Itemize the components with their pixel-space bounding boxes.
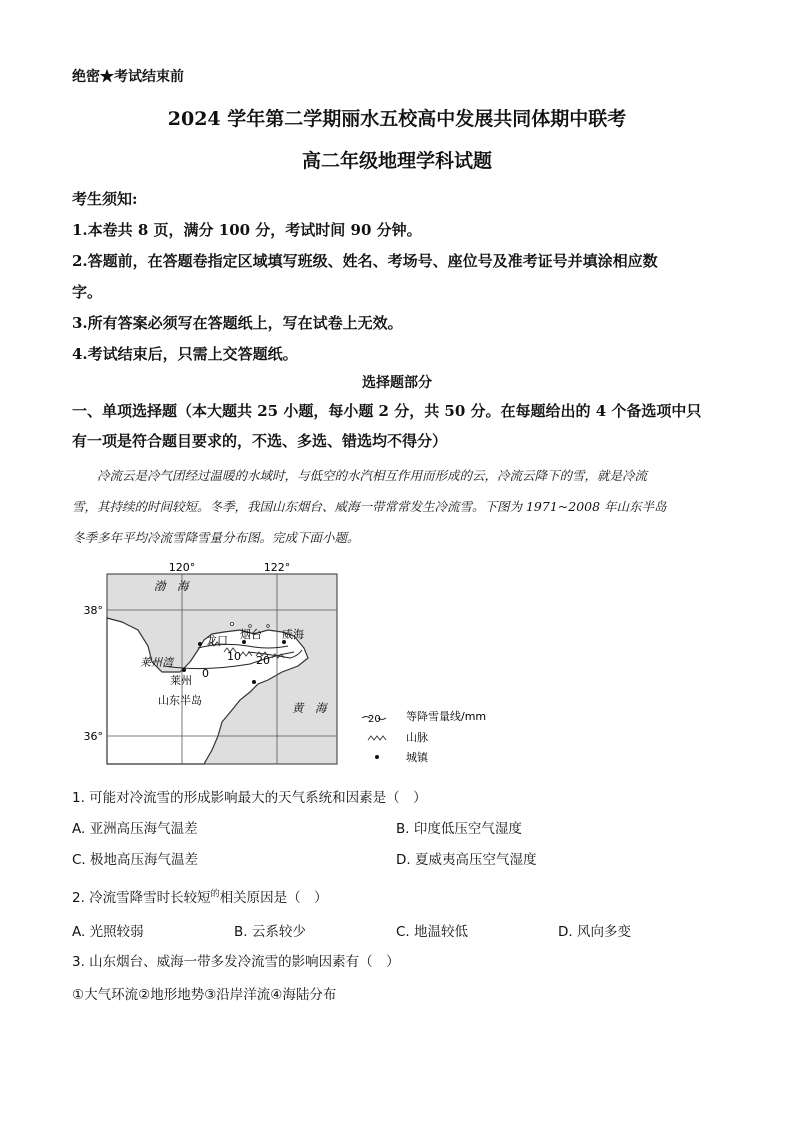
city-label-weihai: 威海	[282, 628, 304, 641]
bay-label-laizhou: 莱州湾	[140, 656, 173, 669]
peninsula-label: 山东半岛	[158, 694, 202, 707]
exam-title: 2024 学年第二学期丽水五校高中发展共同体期中联考	[167, 108, 627, 130]
map-legend	[362, 709, 486, 764]
town-marker	[252, 680, 256, 684]
legend-isoline-value: 20	[368, 714, 381, 725]
city-label-yantai: 烟台	[240, 628, 262, 641]
legend-mountain-label: 山脉	[406, 731, 428, 744]
city-longkou-marker	[198, 642, 202, 646]
section-title: 选择题部分	[362, 375, 432, 391]
island	[267, 625, 270, 628]
island	[249, 625, 252, 628]
candidate-notes	[72, 184, 722, 370]
legend-town-icon	[375, 755, 379, 759]
city-laizhou-marker	[182, 668, 186, 672]
sea-label-bohai: 渤 海	[154, 579, 189, 593]
lat-label-38: 38°	[83, 604, 103, 617]
question-1-option-b: B. 印度低压空气湿度	[396, 821, 522, 837]
city-label-longkou: 龙口	[206, 634, 228, 647]
notes-item: 2.答题前，在答题卷指定区域填写班级、姓名、考场号、座位号及准考证号并填涂相应数	[72, 252, 658, 270]
notes-item: 4.考试结束后，只需上交答题纸。	[72, 345, 298, 363]
reading-passage	[72, 460, 722, 553]
notes-item: 字。	[72, 283, 103, 301]
exam-subtitle: 高二年级地理学科试题	[301, 150, 492, 172]
lat-label-36: 36°	[83, 730, 103, 743]
lon-label-120: 120°	[168, 561, 196, 574]
lon-label-122: 122°	[263, 561, 291, 574]
question-1-option-d: D. 夏威夷高压空气湿度	[396, 852, 537, 868]
question-2-option-c: C. 地温较低	[396, 924, 469, 940]
notes-item: 1.本卷共 8 页，满分 100 分，考试时间 90 分钟。	[72, 221, 422, 239]
part-heading-line: 一、单项选择题（本大题共 25 小题，每小题 2 分，共 50 分。在每题给出的 4 个备选项中只	[72, 402, 702, 420]
question-2-stem-tail: 相关原因是（ ）	[219, 890, 328, 906]
question-1-option-a: A. 亚洲高压海气温差	[72, 821, 198, 837]
legend-mountain-icon	[368, 736, 386, 740]
legend-isoline-label: 等降雪量线/mm	[406, 710, 487, 723]
notes-heading: 考生须知:	[72, 190, 138, 208]
isoline-label-0: 0	[202, 667, 209, 680]
question-2-option-d: D. 风向多变	[558, 924, 631, 940]
sea-label-huanghai: 黄 海	[292, 701, 327, 715]
part-heading	[72, 396, 722, 456]
question-3-sub-items: ①大气环流②地形地势③沿岸洋流④海陆分布	[72, 987, 337, 1003]
passage-line: 冷流云是冷气团经过温暖的水域时，与低空的水汽相互作用而形成的云，冷流云降下的雪，就是冷流	[97, 468, 648, 483]
passage-line: 雪，其持续的时间较短。冬季，我国山东烟台、威海一带常常发生冷流雪。下图为 1971~2008 年山东半岛	[72, 499, 667, 514]
isoline-label-20: 20	[256, 654, 270, 667]
island	[230, 622, 233, 625]
snowfall-map-figure	[72, 560, 512, 775]
question-2-stem-text: 2. 冷流雪降雪时长较短	[72, 890, 211, 906]
question-2-stem-sup: 的	[210, 889, 220, 900]
question-2-stem	[72, 886, 328, 906]
part-heading-line: 有一项是符合题目要求的，不选、多选、错选均不得分）	[72, 432, 448, 450]
question-1-stem: 1. 可能对冷流雪的形成影响最大的天气系统和因素是（ ）	[72, 790, 427, 806]
question-2-option-a: A. 光照较弱	[72, 924, 144, 940]
isoline-label-10: 10	[227, 650, 241, 663]
snowfall-map	[72, 560, 512, 775]
question-3-stem: 3. 山东烟台、威海一带多发冷流雪的影响因素有（ ）	[72, 954, 400, 970]
legend-town-label: 城镇	[406, 751, 428, 764]
question-1-option-c: C. 极地高压海气温差	[72, 852, 199, 868]
notes-item: 3.所有答案必须写在答题纸上，写在试卷上无效。	[72, 314, 403, 332]
confidential-label: 绝密★考试结束前	[72, 69, 184, 85]
question-2-option-b: B. 云系较少	[234, 924, 306, 940]
city-label-laizhou: 莱州	[170, 674, 192, 687]
passage-line: 冬季多年平均冷流雪降雪量分布图。完成下面小题。	[72, 530, 360, 545]
